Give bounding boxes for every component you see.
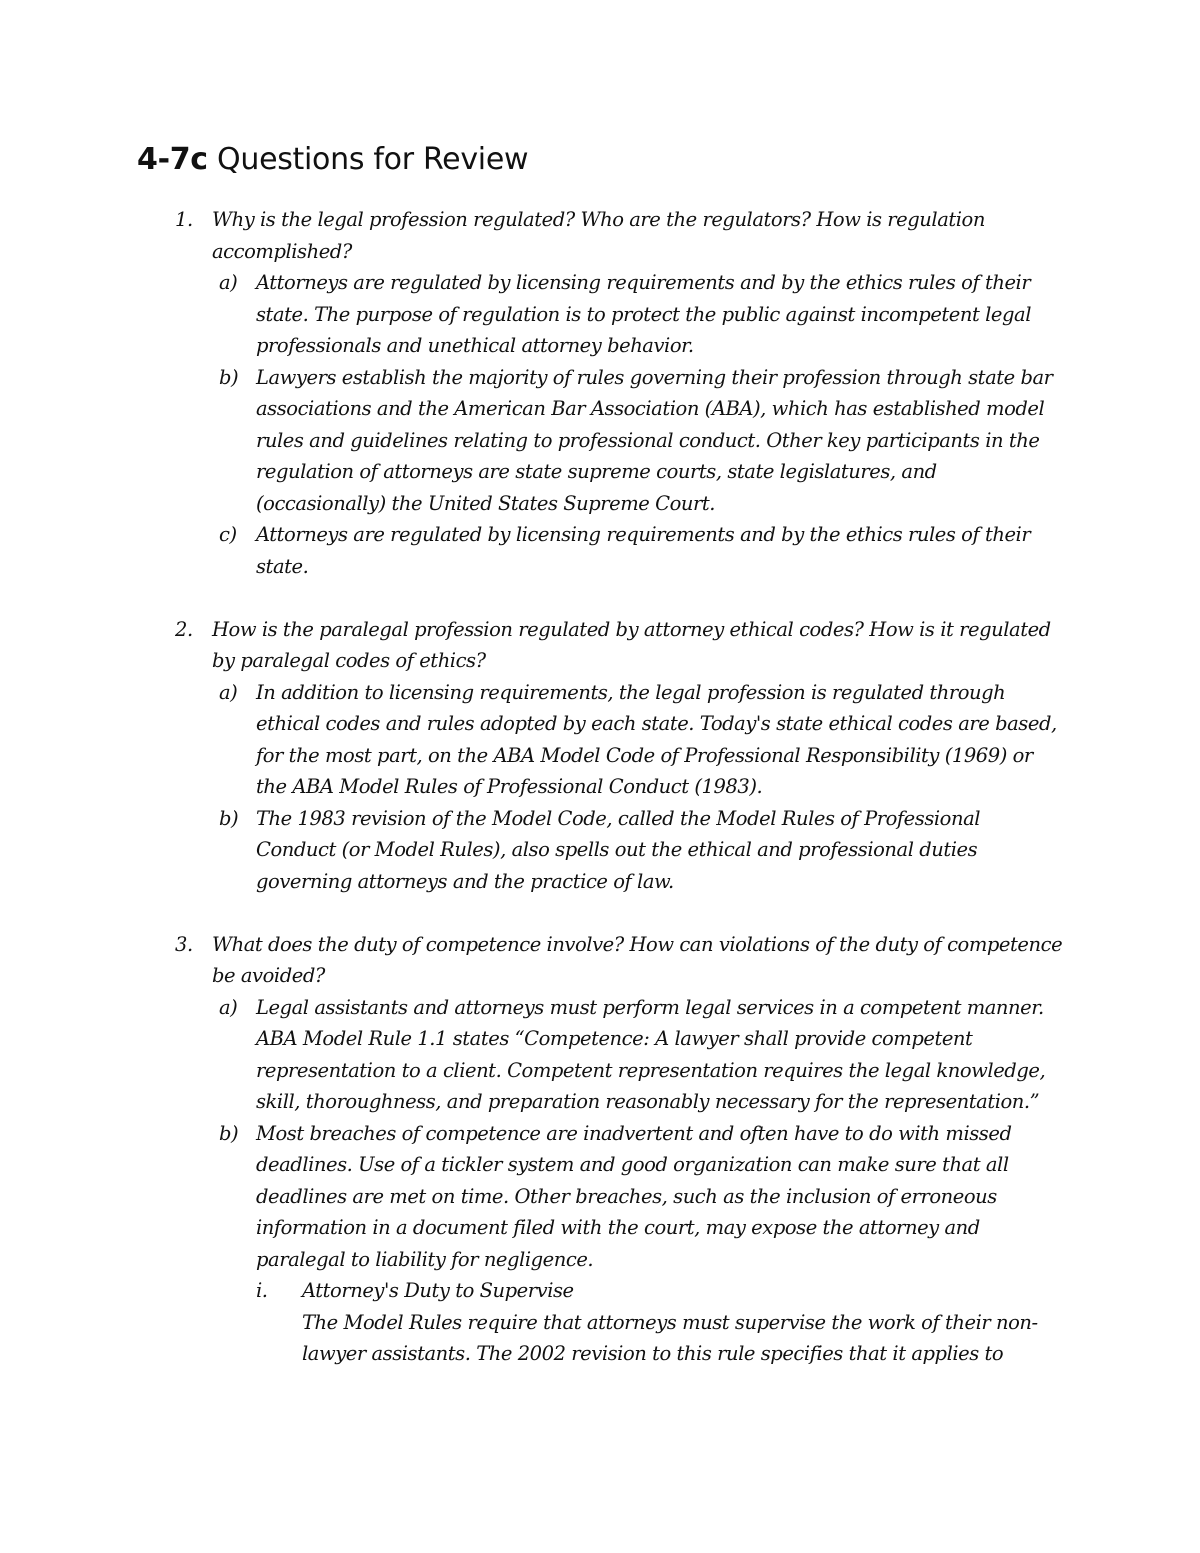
answer-text: Lawyers establish the majority of rules governing their profession through state bar associations and the American Bar Association (ABA), which has established model rules and guidelines relating to professional conduct. Other key participants in the regulation of attorneys are state supreme courts, state legislatures, and (occasionally) the United States Supreme Court. (256, 365, 1053, 515)
answer-marker: a) (219, 680, 238, 704)
questions-list (175, 204, 1065, 1370)
section-title-text: Questions for Review (217, 142, 529, 177)
question-number: 2. (175, 617, 193, 641)
answer-item (212, 519, 1065, 582)
answer-item (212, 677, 1065, 803)
answer-marker: b) (219, 1121, 239, 1145)
subpoint-marker: i. (256, 1279, 268, 1302)
question-3 (175, 929, 1065, 1370)
answer-marker: a) (219, 271, 238, 294)
question-1 (175, 204, 1065, 582)
answer-text: Most breaches of competence are inadvertent and often have to do with missed deadlines. Use of a tickler system and good organization can make sure that all deadlines are met on time. Other breaches, such as the inclusion of erroneous information in a document filed with the court, may expose the attorney and paralegal to liability for negligence. (256, 1121, 1012, 1271)
answer-text: Attorneys are regulated by licensing requirements and by the ethics rules of their state. The purpose of regulation is to protect the public against incompetent legal professionals and unethical attorney behavior. (256, 271, 1031, 357)
answer-marker: b) (219, 806, 239, 830)
question-number: 1. (175, 208, 193, 231)
answer-text: In addition to licensing requirements, the legal profession is regulated through ethical codes and rules adopted by each state. Today's state ethical codes are based, for the most part, on the ABA Model Code of Professional Responsibility (1969) or the ABA Model Rules of Professional Conduct (1983). (256, 680, 1057, 798)
answer-item (212, 992, 1065, 1118)
answer-item (212, 267, 1065, 362)
section-code: 4-7c (137, 142, 208, 177)
question-text: How is the paralegal profession regulated by attorney ethical codes? How is it regulated by paralegal codes of ethics? (212, 617, 1051, 672)
question-text: What does the duty of competence involve? How can violations of the duty of competence be avoided? (212, 932, 1063, 987)
question-text: Why is the legal profession regulated? Who are the regulators? How is regulation accomplished? (212, 208, 985, 263)
answer-item (212, 362, 1065, 520)
answer-text: Legal assistants and attorneys must perform legal services in a competent manner. ABA Model Rule 1.1 states “Competence: A lawyer shall provide competent representation to a client. Competent representation requires the legal knowledge, skill, thoroughness, and preparation reasonably necessary for the representation.” (256, 995, 1046, 1113)
answer-marker: c) (219, 523, 237, 546)
question-number: 3. (175, 932, 193, 956)
answer-text: The 1983 revision of the Model Code, called the Model Rules of Professional Conduct (or Model Rules), also spells out the ethical and professional duties governing attorneys and the practice of law. (256, 806, 981, 893)
subpoint-text: The Model Rules require that attorneys must supervise the work of their non-lawyer assistants. The 2002 revision to this rule specifies that it applies to (302, 1310, 1038, 1365)
section-title (137, 142, 528, 177)
subpoint-heading: Attorney's Duty to Supervise (302, 1279, 574, 1302)
answer-item (212, 1118, 1065, 1370)
question-2 (175, 614, 1065, 898)
answer-text: Attorneys are regulated by licensing requirements and by the ethics rules of their state. (256, 523, 1031, 578)
subpoint-item (256, 1275, 1065, 1370)
answer-item (212, 803, 1065, 898)
answer-marker: a) (219, 995, 238, 1019)
answer-marker: b) (219, 365, 239, 389)
